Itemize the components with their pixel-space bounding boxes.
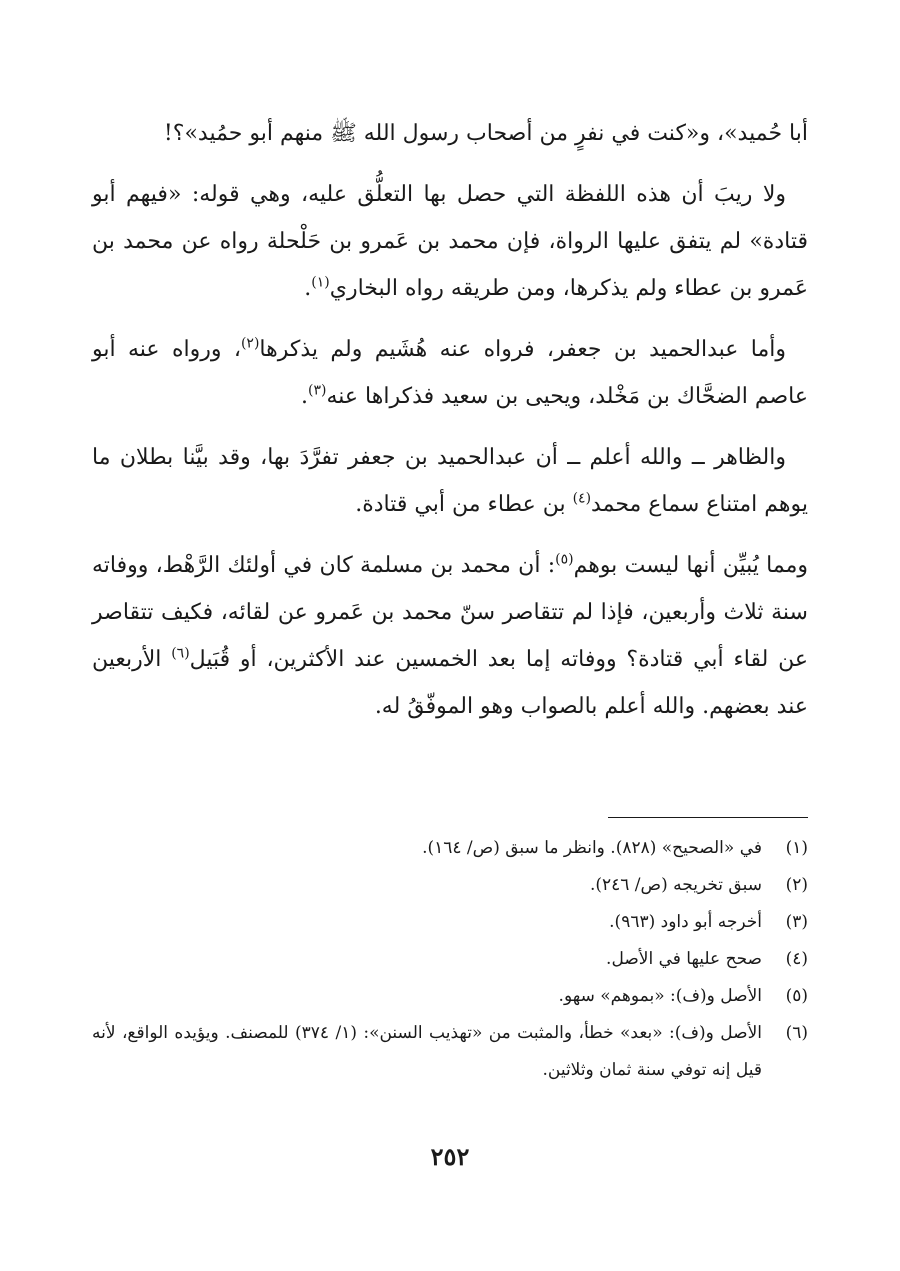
footnote-text: سبق تخريجه (ص/ ٢٤٦). [589, 875, 762, 895]
paragraph-text: أبا حُميد»، و«كنت في نفرٍ من أصحاب رسول الله ﷺ منهم أبو حمُيد»؟! [163, 121, 808, 146]
paragraph-text: ومما يُبيِّن أنها ليست بوهم [573, 553, 808, 578]
footnote-number: (٥) [785, 986, 808, 1006]
main-text-body [92, 110, 808, 744]
footnote-item [92, 904, 808, 941]
paragraph-text: والظاهر ــ والله أعلم ــ أن عبدالحميد بن جعفر تفرَّدَ بها، وقد بيَّنا بطلان ما يوهم امتناع سماع محمد [92, 445, 808, 517]
paragraph-2 [92, 171, 808, 312]
footnote-reference: (٦) [171, 645, 190, 662]
footnote-text: الأصل و(ف): «بموهم» سهو. [558, 986, 762, 1006]
footnote-separator [608, 817, 808, 818]
paragraph-text: ، ورواه عنه أبو عاصم الضحَّاك بن مَخْلد، ويحيى بن سعيد فذكراها عنه [92, 337, 808, 409]
paragraph-3 [92, 326, 808, 420]
paragraph-text: : أن محمد بن مسلمة كان في أولئك الرَّهْط، ووفاته سنة ثلاث وأربعين، فإذا لم تتقاصر سنّ محمد بن عَمرو عن لقائه، فكيف تتقاصر عن لقاء أبي قتادة؟ ووفاته إما بعد الخمسين عند الأكثرين، أو قُبَيل [92, 553, 808, 672]
footnote-number: (٣) [785, 912, 808, 932]
footnote-reference: (٥) [555, 551, 574, 568]
footnote-text: أخرجه أبو داود (٩٦٣). [609, 912, 762, 932]
page-number: ٢٥٢ [430, 1142, 470, 1171]
footnote-text: الأصل و(ف): «بعد» خطأ، والمثبت من «تهذيب السنن»: (١/ ٣٧٤) للمصنف. ويؤيده الواقع، لأنه قيل إنه توفي سنة ثمان وثلاثين. [92, 1023, 763, 1080]
footnote-item [92, 941, 808, 978]
footnote-reference: (٤) [572, 490, 592, 507]
footnote-item [92, 867, 808, 904]
paragraph-text: الأربعين عند بعضهم. والله أعلم بالصواب وهو الموفّقُ له. [92, 647, 808, 719]
footnote-item [92, 978, 808, 1015]
footnote-text: في «الصحيح» (٨٢٨). وانظر ما سبق (ص/ ١٦٤). [422, 838, 762, 858]
footnote-number: (٦) [785, 1023, 808, 1043]
paragraph-text: وأما عبدالحميد بن جعفر، فرواه عنه هُشَيم ولم يذكرها [259, 337, 786, 362]
footnote-reference: (٣) [308, 382, 327, 399]
paragraph-text: . [304, 276, 312, 301]
paragraph-5 [92, 542, 808, 730]
footnote-reference: (١) [311, 274, 330, 291]
footnote-text: صحح عليها في الأصل. [606, 949, 762, 969]
footnote-item [92, 1015, 808, 1089]
paragraph-1 [92, 110, 808, 157]
paragraph-4 [92, 434, 808, 528]
footnote-reference: (٢) [240, 335, 260, 352]
paragraph-text: . [301, 384, 309, 409]
paragraph-text: بن عطاء من أبي قتادة. [355, 492, 573, 517]
footnote-number: (١) [785, 838, 808, 858]
paragraph-text: ولا ريبَ أن هذه اللفظة التي حصل بها التعلُّق عليه، وهي قوله: «فيهم أبو قتادة» لم يتفق عليها الرواة، فإن محمد بن عَمرو بن حَلْحلة رواه عن محمد بن عَمرو بن عطاء ولم يذكرها، ومن طريقه رواه البخاري [92, 182, 808, 301]
footnote-number: (٢) [785, 875, 808, 895]
footnote-item [92, 830, 808, 867]
footnote-number: (٤) [785, 949, 808, 969]
footnotes-section [92, 830, 808, 1089]
